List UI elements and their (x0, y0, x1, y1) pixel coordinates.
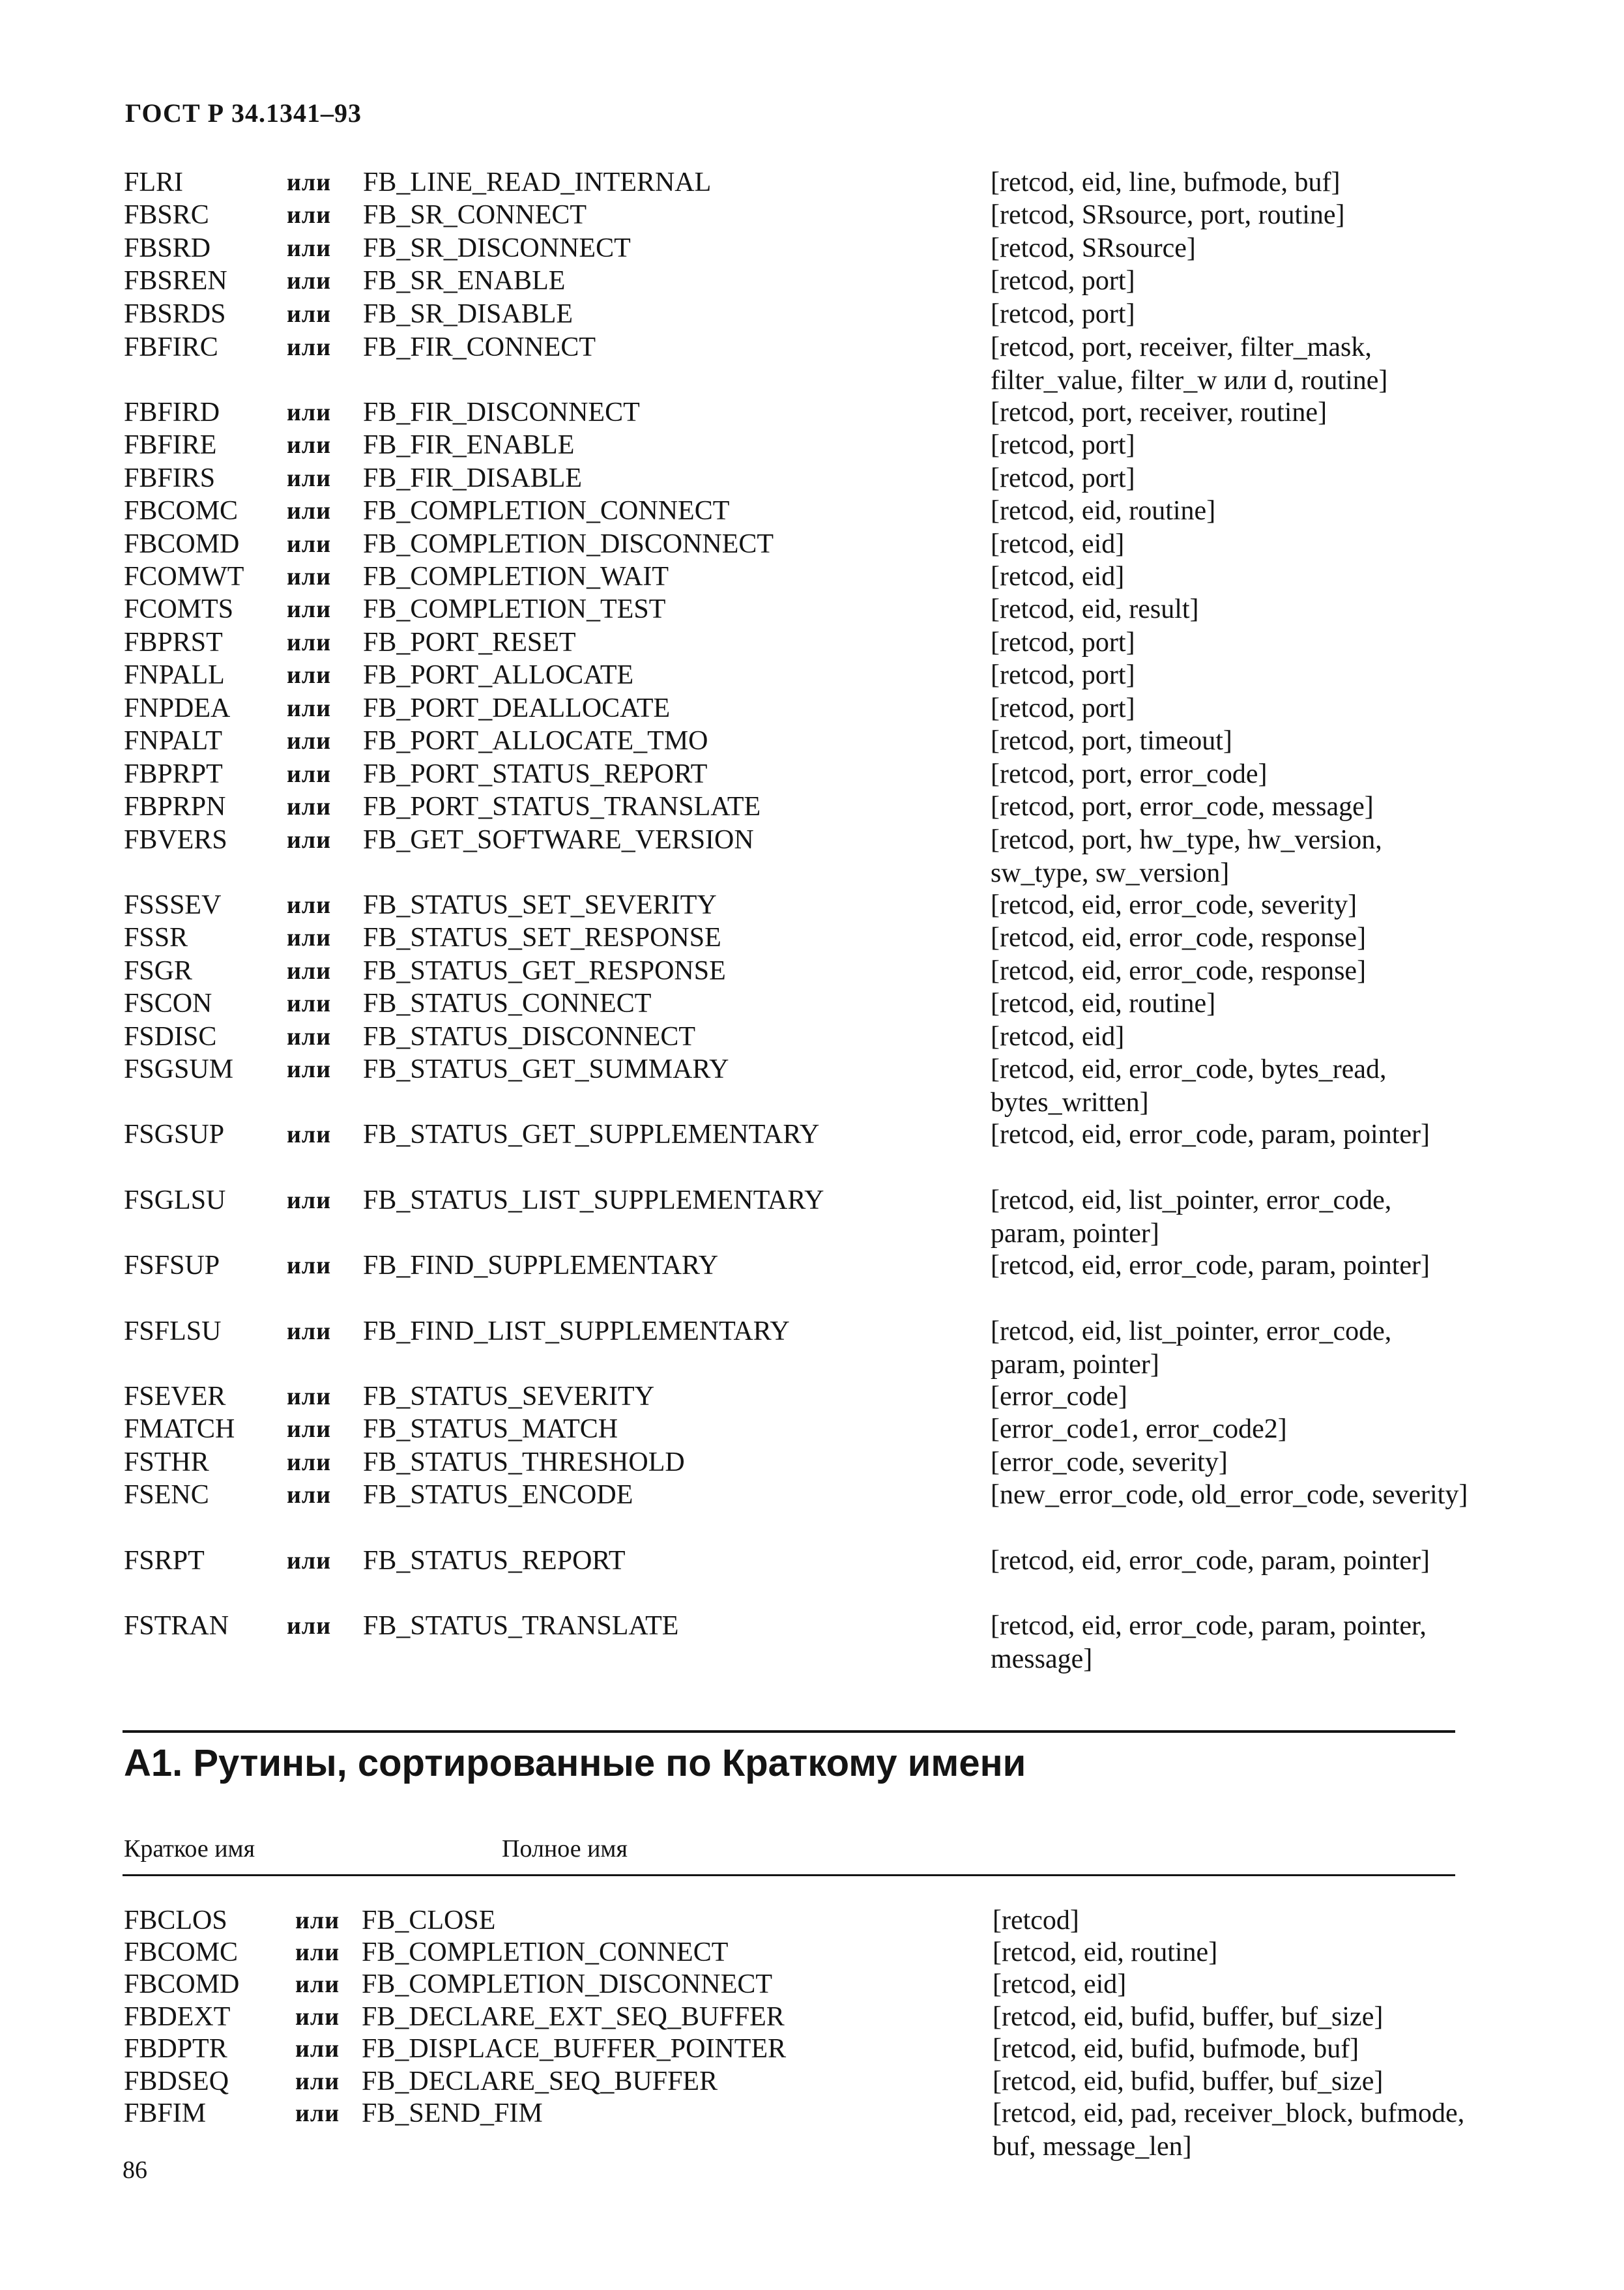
routine-parameters: [retcod, port, error_code] (991, 759, 1268, 789)
routine-full-name: FB_GET_SOFTWARE_VERSION (363, 825, 754, 855)
conjunction-or: или (287, 1612, 332, 1640)
routine-short-name: FSENC (124, 1480, 209, 1510)
routine-short-name: FSGR (124, 956, 193, 986)
routine-parameters: [retcod, eid, error_code, param, pointer] (991, 1546, 1430, 1576)
routine-parameters: [retcod] (993, 1906, 1079, 1935)
routine-parameters: [retcod, eid, bufid, bufmode, buf] (993, 2034, 1359, 2064)
routine-full-name: FB_STATUS_SEVERITY (363, 1382, 655, 1412)
routine-parameters: [retcod, eid, pad, receiver_block, bufmode, buf, message_len] (993, 2098, 1465, 2162)
routine-short-name: FBCLOS (124, 1906, 227, 1935)
routine-full-name: FB_STATUS_REPORT (363, 1546, 626, 1576)
routine-short-name: FBDPTR (124, 2034, 227, 2064)
conjunction-or: или (287, 891, 332, 919)
routine-full-name: FB_PORT_RESET (363, 628, 576, 658)
routine-full-name: FB_COMPLETION_TEST (363, 594, 666, 624)
routine-parameters: [new_error_code, old_error_code, severity] (991, 1480, 1468, 1510)
routine-full-name: FB_STATUS_GET_RESPONSE (363, 956, 726, 986)
routine-short-name: FBFIRS (124, 463, 216, 493)
routine-full-name: FB_FIR_CONNECT (363, 332, 596, 362)
routine-short-name: FSEVER (124, 1382, 226, 1412)
conjunction-or: или (287, 1056, 332, 1083)
routine-short-name: FBCOMC (124, 496, 239, 526)
routine-parameters: [retcod, port] (991, 299, 1135, 329)
routine-short-name: FNPALL (124, 660, 225, 690)
routine-full-name: FB_DISPLACE_BUFFER_POINTER (362, 2034, 787, 2064)
routine-short-name: FSTHR (124, 1447, 209, 1477)
page-number: 86 (123, 2156, 147, 2184)
routine-parameters: [error_code] (991, 1382, 1127, 1412)
routine-full-name: FB_PORT_ALLOCATE (363, 660, 634, 690)
routine-full-name: FB_COMPLETION_DISCONNECT (363, 529, 774, 559)
routine-parameters: [retcod, eid, result] (991, 594, 1199, 624)
routine-parameters: [retcod, eid, error_code, param, pointer] (991, 1120, 1430, 1150)
conjunction-or: или (287, 1415, 332, 1443)
routine-short-name: FSFLSU (124, 1316, 222, 1346)
conjunction-or: или (287, 334, 332, 361)
routine-full-name: FB_SR_ENABLE (363, 266, 566, 296)
conjunction-or: или (287, 169, 332, 196)
routine-full-name: FB_COMPLETION_CONNECT (363, 496, 730, 526)
routine-parameters: [retcod, port] (991, 660, 1135, 690)
routine-full-name: FB_SR_DISABLE (363, 299, 573, 329)
routine-parameters: [retcod, eid, error_code, severity] (991, 890, 1357, 920)
routine-parameters: [retcod, eid] (991, 562, 1125, 592)
routine-short-name: FSTRAN (124, 1611, 229, 1641)
conjunction-or: или (287, 465, 332, 492)
routine-full-name: FB_FIR_DISABLE (363, 463, 583, 493)
routine-parameters: [error_code1, error_code2] (991, 1414, 1287, 1444)
conjunction-or: или (295, 2100, 340, 2127)
conjunction-or: или (287, 1318, 332, 1345)
conjunction-or: или (287, 957, 332, 985)
routine-short-name: FNPALT (124, 726, 222, 756)
conjunction-or: или (287, 661, 332, 689)
routine-short-name: FBPRPN (124, 792, 226, 822)
conjunction-or: или (287, 629, 332, 656)
routine-short-name: FBCOMD (124, 529, 240, 559)
routine-full-name: FB_STATUS_ENCODE (363, 1480, 633, 1510)
conjunction-or: или (287, 1449, 332, 1476)
conjunction-or: или (287, 399, 332, 426)
conjunction-or: или (287, 1023, 332, 1051)
routine-short-name: FBVERS (124, 825, 227, 855)
routine-parameters: [retcod, port, receiver, routine] (991, 398, 1327, 428)
conjunction-or: или (287, 990, 332, 1017)
routine-full-name: FB_STATUS_THRESHOLD (363, 1447, 685, 1477)
conjunction-or: или (287, 201, 332, 229)
routine-short-name: FSFSUP (124, 1251, 220, 1281)
routine-parameters: [retcod, eid, error_code, param, pointer, message] (991, 1611, 1427, 1674)
conjunction-or: или (287, 596, 332, 623)
routine-parameters: [retcod, eid, error_code, param, pointer] (991, 1251, 1430, 1281)
routine-parameters: [retcod, port, timeout] (991, 726, 1232, 756)
routine-short-name: FBFIRD (124, 398, 220, 428)
conjunction-or: или (287, 924, 332, 951)
routine-short-name: FLRI (124, 167, 184, 197)
conjunction-or: или (287, 267, 332, 295)
routine-parameters: [retcod, port] (991, 430, 1135, 460)
routine-short-name: FBSREN (124, 266, 227, 296)
conjunction-or: или (287, 1121, 332, 1148)
section-top-rule (123, 1730, 1455, 1733)
conjunction-or: или (295, 1971, 340, 1998)
routine-parameters: [retcod, eid, routine] (991, 496, 1216, 526)
routine-short-name: FCOMTS (124, 594, 234, 624)
routine-full-name: FB_STATUS_GET_SUPPLEMENTARY (363, 1120, 820, 1150)
routine-full-name: FB_STATUS_TRANSLATE (363, 1611, 679, 1641)
column-header-rule (123, 1874, 1455, 1876)
routine-full-name: FB_SR_DISCONNECT (363, 233, 631, 263)
routine-parameters: [retcod, eid, bufid, buffer, buf_size] (993, 2066, 1384, 2096)
routine-full-name: FB_COMPLETION_DISCONNECT (362, 1969, 773, 1999)
routine-short-name: FBPRPT (124, 759, 223, 789)
conjunction-or: или (295, 2035, 340, 2063)
routine-full-name: FB_FIND_SUPPLEMENTARY (363, 1251, 719, 1281)
routine-parameters: [retcod, eid] (991, 1022, 1125, 1052)
routine-short-name: FSSR (124, 923, 188, 953)
routine-short-name: FBPRST (124, 628, 223, 658)
column-header-short-name: Краткое имя (124, 1835, 255, 1862)
routine-short-name: FBSRD (124, 233, 211, 263)
section-title: А1. Рутины, сортированные по Краткому имени (124, 1742, 1026, 1784)
routine-full-name: FB_COMPLETION_CONNECT (362, 1937, 729, 1967)
routine-parameters: [retcod, SRsource, port, routine] (991, 200, 1345, 230)
routine-short-name: FSGSUM (124, 1054, 234, 1084)
routine-parameters: [retcod, port, error_code, message] (991, 792, 1374, 822)
conjunction-or: или (287, 727, 332, 755)
routine-full-name: FB_STATUS_GET_SUMMARY (363, 1054, 729, 1084)
routine-full-name: FB_PORT_STATUS_REPORT (363, 759, 708, 789)
conjunction-or: или (287, 235, 332, 262)
routine-full-name: FB_DECLARE_EXT_SEQ_BUFFER (362, 2002, 785, 2032)
conjunction-or: или (287, 1481, 332, 1509)
conjunction-or: или (287, 300, 332, 328)
routine-parameters: [retcod, eid, line, bufmode, buf] (991, 167, 1341, 197)
routine-parameters: [retcod, eid, list_pointer, error_code, param, pointer] (991, 1185, 1392, 1249)
column-header-full-name: Полное имя (502, 1835, 628, 1862)
routine-parameters: [retcod, port] (991, 266, 1135, 296)
routine-parameters: [retcod, eid, routine] (991, 989, 1216, 1019)
conjunction-or: или (295, 1939, 340, 1966)
routine-full-name: FB_COMPLETION_WAIT (363, 562, 669, 592)
routine-full-name: FB_PORT_DEALLOCATE (363, 693, 671, 723)
conjunction-or: или (287, 826, 332, 854)
routine-short-name: FBFIRE (124, 430, 217, 460)
routine-short-name: FBFIRC (124, 332, 218, 362)
conjunction-or: или (287, 1187, 332, 1214)
routine-full-name: FB_FIND_LIST_SUPPLEMENTARY (363, 1316, 790, 1346)
conjunction-or: или (287, 1252, 332, 1279)
conjunction-or: или (295, 2003, 340, 2031)
conjunction-or: или (287, 761, 332, 788)
conjunction-or: или (287, 1383, 332, 1410)
routine-full-name: FB_SEND_FIM (362, 2098, 543, 2128)
routine-full-name: FB_STATUS_SET_SEVERITY (363, 890, 717, 920)
conjunction-or: или (287, 695, 332, 722)
routine-short-name: FMATCH (124, 1414, 235, 1444)
routine-parameters: [retcod, eid, error_code, bytes_read, bytes_written] (991, 1054, 1387, 1118)
routine-short-name: FBSRC (124, 200, 209, 230)
routine-parameters: [retcod, port, hw_type, hw_version, sw_type, sw_version] (991, 825, 1382, 888)
routine-short-name: FSRPT (124, 1546, 205, 1576)
routine-full-name: FB_LINE_READ_INTERNAL (363, 167, 712, 197)
routine-parameters: [retcod, eid] (991, 529, 1125, 559)
routine-short-name: FNPDEA (124, 693, 231, 723)
conjunction-or: или (295, 2068, 340, 2095)
routine-parameters: [retcod, eid, routine] (993, 1937, 1218, 1967)
routine-parameters: [retcod, eid] (993, 1969, 1127, 1999)
routine-full-name: FB_PORT_ALLOCATE_TMO (363, 726, 708, 756)
routine-full-name: FB_STATUS_CONNECT (363, 989, 652, 1019)
routine-full-name: FB_CLOSE (362, 1906, 496, 1935)
routine-parameters: [retcod, port] (991, 628, 1135, 658)
routine-short-name: FSGSUP (124, 1120, 225, 1150)
routine-parameters: [retcod, eid, error_code, response] (991, 923, 1367, 953)
routine-parameters: [retcod, SRsource] (991, 233, 1196, 263)
routine-short-name: FBDSEQ (124, 2066, 229, 2096)
conjunction-or: или (287, 793, 332, 820)
routine-short-name: FBCOMD (124, 1969, 240, 1999)
routine-parameters: [retcod, eid, bufid, buffer, buf_size] (993, 2002, 1384, 2032)
routine-full-name: FB_STATUS_DISCONNECT (363, 1022, 696, 1052)
routine-parameters: [retcod, port, receiver, filter_mask, filter_value, filter_w или d, routine] (991, 332, 1388, 396)
conjunction-or: или (287, 563, 332, 590)
routine-full-name: FB_FIR_ENABLE (363, 430, 575, 460)
routine-full-name: FB_STATUS_LIST_SUPPLEMENTARY (363, 1185, 824, 1215)
routine-parameters: [retcod, port] (991, 463, 1135, 493)
document-header: ГОСТ Р 34.1341–93 (125, 98, 362, 128)
routine-short-name: FSDISC (124, 1022, 217, 1052)
conjunction-or: или (287, 431, 332, 459)
routine-short-name: FBCOMC (124, 1937, 239, 1967)
conjunction-or: или (287, 530, 332, 558)
routine-short-name: FBSRDS (124, 299, 226, 329)
routine-parameters: [retcod, eid, error_code, response] (991, 956, 1367, 986)
conjunction-or: или (287, 1547, 332, 1574)
routine-parameters: [error_code, severity] (991, 1447, 1228, 1477)
routine-parameters: [retcod, port] (991, 693, 1135, 723)
routine-full-name: FB_FIR_DISCONNECT (363, 398, 640, 428)
routine-short-name: FSGLSU (124, 1185, 226, 1215)
routine-short-name: FSCON (124, 989, 212, 1019)
routine-short-name: FCOMWT (124, 562, 244, 592)
routine-full-name: FB_PORT_STATUS_TRANSLATE (363, 792, 761, 822)
routine-full-name: FB_SR_CONNECT (363, 200, 587, 230)
routine-full-name: FB_STATUS_MATCH (363, 1414, 618, 1444)
conjunction-or: или (295, 1907, 340, 1934)
routine-short-name: FSSSEV (124, 890, 222, 920)
routine-full-name: FB_DECLARE_SEQ_BUFFER (362, 2066, 718, 2096)
routine-short-name: FBFIM (124, 2098, 207, 2128)
routine-parameters: [retcod, eid, list_pointer, error_code, param, pointer] (991, 1316, 1392, 1380)
conjunction-or: или (287, 497, 332, 525)
routine-full-name: FB_STATUS_SET_RESPONSE (363, 923, 721, 953)
routine-short-name: FBDEXT (124, 2002, 231, 2032)
